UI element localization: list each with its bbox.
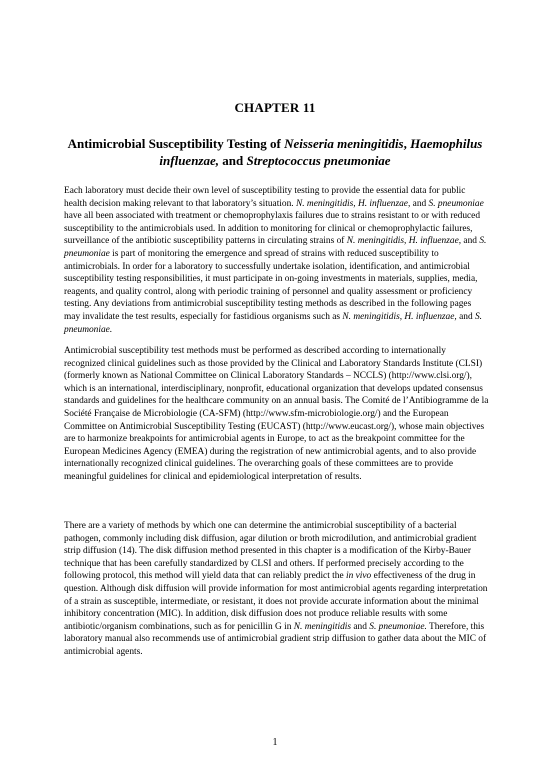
paragraph-text: [64, 185, 489, 336]
title-prefix: Antimicrobial Susceptibility Testing of: [67, 136, 285, 151]
text-run: is part of monitoring the emergence and spread of strains with reduced susceptibility to antimicrobials. In order for a laboratory to successfully undertake isolation, identification, and antimicrobial susceptibility testing responsibilities, it must participate in on-going investments in materials, supplies, media, reagents, and quality control, along with periodic training of personnel and quality assessment or proficiency testing. Any deviations from antimicrobial susceptibility testing methods as described in the following pages may invalidate the test results, especially for fastidious organisms such as: [64, 248, 478, 322]
paragraph-text: [64, 345, 489, 484]
text-run: Each laboratory must decide their own level of susceptibility testing to provide the essential data for public health decision making relevant to that laboratory’s situation.: [64, 186, 466, 209]
text-run: and: [461, 236, 480, 247]
text-run: effectiveness of the drug in question. Although disk diffusion will provide information for most antimicrobial agents regarding interpretation of a strain as susceptible, intermediate, or resistant, it does not provide accurate information about the minimal inhibitory concentration (MIC). In addition, disk diffusion does not produce reliable results with some antibiotic/organism combinations, such as for penicillin G in: [64, 571, 488, 632]
italic-text: in vivo: [345, 571, 372, 582]
title-organism-1: Neisseria meningitidis: [284, 136, 404, 151]
paragraph-1: [64, 185, 489, 336]
text-run: and: [456, 311, 475, 322]
text-run: There are a variety of methods by which one can determine the antimicrobial susceptibility of a bacterial pathogen, commonly including disk diffusion, agar dilution or broth microdilution, and antimicrobial gradient strip diffusion (14). The disk diffusion method presented in this chapter is a modification of the Kirby-Bauer technique that has been carefully standardized by CLSI and others. If performed precisely according to the following protocol, this method will yield data that can reliably predict the: [64, 521, 477, 582]
page-number: 1: [272, 737, 278, 748]
title-separator: ,: [403, 136, 411, 151]
text-run: Therefore, this laboratory manual also recommends use of antimicrobial gradient strip diffusion to gather data about the MIC of antimicrobial agents.: [64, 621, 487, 657]
italic-text: S. pneumoniae.: [64, 311, 483, 335]
italic-text: S. pneumoniae.: [369, 621, 427, 632]
title-organism-3: Streptococcus pneumoniae: [246, 153, 391, 168]
chapter-heading: CHAPTER 11: [234, 100, 316, 115]
text-run: and: [410, 198, 429, 209]
title-and: and: [219, 153, 247, 168]
text-run: and: [351, 621, 370, 632]
paragraph-3: [64, 520, 489, 659]
paragraph-2: [64, 345, 489, 484]
paragraph-text: [64, 520, 489, 659]
text-run: have all been associated with treatment or chemoprophylaxis failures due to strains resistant to or with reduced susceptibility to the antimicrobials used. In addition to monitoring for clinical or chemoprophylactic failures, surveillance of the antibiotic susceptibility patterns in circulating strains of: [64, 211, 481, 247]
italic-text: N. meningitidis: [293, 621, 352, 632]
title-organism-2b: influenzae,: [159, 153, 220, 168]
chapter-title: [60, 135, 490, 169]
italic-text: N. meningitidis, H. influenzae,: [295, 198, 411, 209]
italic-text: N. meningitidis, H. influenzae,: [346, 236, 462, 247]
italic-text: S. pneumoniae: [64, 236, 487, 259]
title-organism-2a: Haemophilus: [410, 136, 483, 151]
italic-text: N. meningitidis, H. influenzae,: [342, 311, 457, 322]
italic-text: S. pneumoniae: [428, 198, 484, 209]
text-run: Antimicrobial susceptibility test methods must be performed as described according to internationally recognized clinical guidelines such as those provided by the Clinical and Laboratory Standards Institute (CLSI) (formerly known as National Committee on Clinical Laboratory Standards – NCCLS) (http://www.clsi.org/), which is an international, interdisciplinary, nonprofit, educational organization that develops updated consensus standards and guidelines for the healthcare community on an annual basis. The Comité de l’Antibiogramme de la Société Française de Microbiologie (CA-SFM) (http://www.sfm-microbiologie.org/) and the European Committee on Antimicrobial Susceptibility Testing (EUCAST) (http://www.eucast.org/), whose main objectives are to harmonize breakpoints for antimicrobial agents in Europe, to act as the breakpoint committee for the European Medicines Agency (EMEA) during the registration of new antimicrobial agents, and to also provide internationally recognized clinical guidelines. The overarching goals of these committees are to provide meaningful guidelines for clinical and epidemiological interpretation of results.: [64, 346, 489, 482]
